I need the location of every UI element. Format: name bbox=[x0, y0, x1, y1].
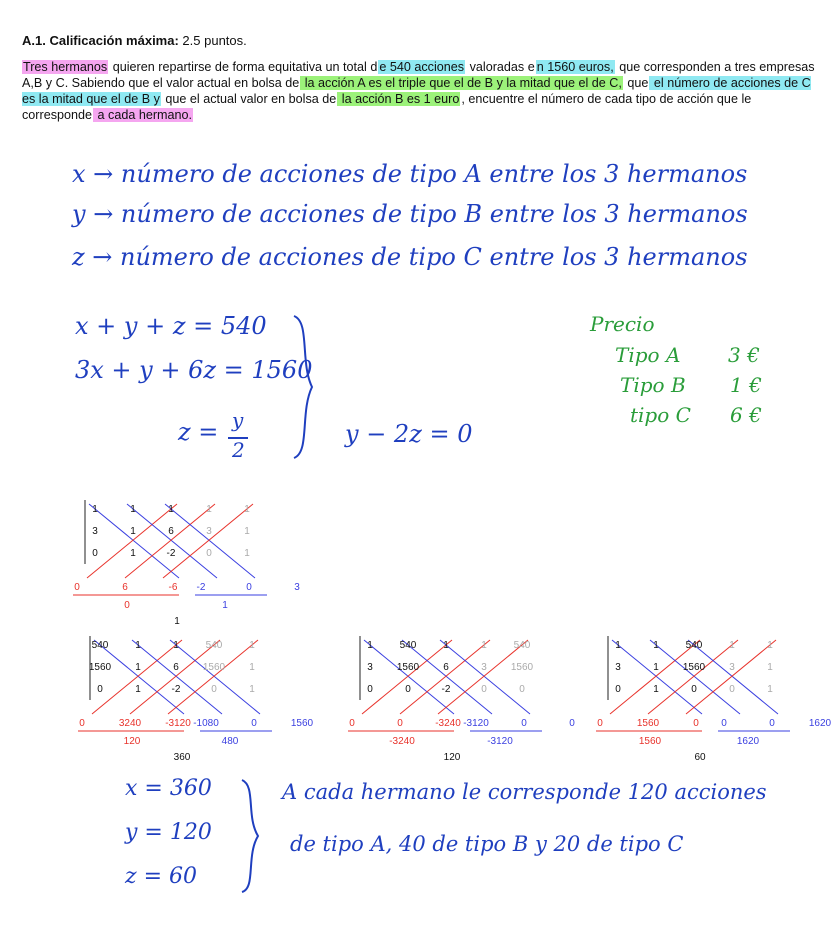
problem-statement bbox=[22, 33, 822, 123]
product-red: 0 bbox=[74, 582, 80, 593]
matrix-cell-repeat: 0 bbox=[481, 684, 487, 695]
determinant-result: 60 bbox=[694, 752, 706, 763]
sarrus-diagrams bbox=[0, 490, 839, 770]
product-red: 0 bbox=[79, 718, 85, 729]
product-blue: 1620 bbox=[808, 718, 832, 729]
matrix-cell: 1 bbox=[168, 504, 174, 515]
matrix-cell-repeat: 1 bbox=[729, 640, 735, 651]
price-value-b: 1 € bbox=[730, 373, 762, 397]
matrix-cell: 1 bbox=[130, 548, 136, 559]
sum-blue: -3120 bbox=[487, 736, 513, 747]
problem-label: A.1. bbox=[22, 33, 46, 48]
sarrus-diagonal-blue bbox=[127, 504, 217, 578]
sarrus-diagonal-red bbox=[168, 640, 258, 714]
problem-text-part: la acción A es el triple que el de B y la mitad que el de C, bbox=[301, 76, 622, 90]
matrix-cell: 1 bbox=[173, 640, 179, 651]
sarrus-diagonal-red bbox=[648, 640, 738, 714]
matrix-cell: 1 bbox=[443, 640, 449, 651]
price-title: Precio bbox=[590, 312, 655, 336]
matrix-cell: 1 bbox=[615, 640, 621, 651]
sarrus-diagonal-red bbox=[400, 640, 490, 714]
matrix-cell: 6 bbox=[173, 662, 179, 673]
matrix-cell-repeat: 540 bbox=[513, 640, 531, 651]
sarrus-diagonal-blue bbox=[440, 640, 530, 714]
equation-1: x + y + z = 540 bbox=[75, 312, 267, 340]
price-value-a: 3 € bbox=[728, 343, 760, 367]
product-blue: 0 bbox=[246, 582, 252, 593]
sarrus-diagonal-blue bbox=[91, 640, 184, 714]
problem-text-part: e 540 acciones bbox=[379, 60, 465, 74]
matrix-cell: -2 bbox=[171, 684, 181, 695]
sarrus-diagonal-red bbox=[362, 640, 452, 714]
sum-red: -3240 bbox=[389, 736, 415, 747]
product-red: 0 bbox=[693, 718, 699, 729]
matrix-cell-repeat: 3 bbox=[729, 662, 735, 673]
problem-points: 2.5 puntos. bbox=[182, 33, 247, 48]
matrix-cell: 6 bbox=[443, 662, 449, 673]
determinant-result: 360 bbox=[173, 752, 191, 763]
matrix-cell: 1 bbox=[135, 640, 141, 651]
matrix-cell-repeat: 3 bbox=[206, 526, 212, 537]
solution-z: z = 60 bbox=[125, 864, 198, 889]
definition-z: z → número de acciones de tipo C entre los 3 hermanos bbox=[72, 243, 748, 271]
price-value-c: 6 € bbox=[730, 403, 762, 427]
product-blue: -1080 bbox=[193, 718, 219, 729]
matrix-cell-repeat: 540 bbox=[205, 640, 223, 651]
matrix-cell-repeat: 1 bbox=[767, 640, 773, 651]
matrix-cell-repeat: 1 bbox=[244, 548, 250, 559]
sarrus-diagonal-blue bbox=[165, 504, 255, 578]
matrix-cell: 3 bbox=[615, 662, 621, 673]
matrix-cell: 540 bbox=[399, 640, 417, 651]
product-red: 0 bbox=[349, 718, 355, 729]
matrix-cell: 3 bbox=[367, 662, 373, 673]
solution-y: y = 120 bbox=[125, 820, 212, 845]
sum-blue: 480 bbox=[221, 736, 239, 747]
matrix-cell-repeat: 1560 bbox=[202, 662, 226, 673]
matrix-cell: 0 bbox=[615, 684, 621, 695]
equation-2: 3x + y + 6z = 1560 bbox=[75, 356, 313, 384]
product-blue: -3120 bbox=[463, 718, 489, 729]
product-red: -6 bbox=[168, 582, 178, 593]
problem-text-part: n 1560 euros, bbox=[536, 60, 614, 74]
problem-title bbox=[22, 33, 822, 49]
problem-text-part: Tres hermanos bbox=[23, 60, 108, 74]
matrix-cell-repeat: 0 bbox=[211, 684, 217, 695]
matrix-cell: 0 bbox=[97, 684, 103, 695]
matrix-cell: 1560 bbox=[682, 662, 706, 673]
product-blue: -2 bbox=[196, 582, 206, 593]
product-red: -3240 bbox=[435, 718, 461, 729]
matrix-cell-repeat: 1560 bbox=[510, 662, 534, 673]
matrix-cell: 3 bbox=[92, 526, 98, 537]
equation-3-denominator: 2 bbox=[232, 438, 245, 462]
product-red: 1560 bbox=[636, 718, 660, 729]
problem-text-part: el número de acciones de C es la mitad que el de B y bbox=[22, 76, 811, 106]
price-label-a: Tipo A bbox=[615, 343, 681, 367]
solution-line-2: de tipo A, 40 de tipo B y 20 de tipo C bbox=[290, 832, 684, 856]
sum-blue: 1 bbox=[222, 600, 228, 611]
product-red: 3240 bbox=[118, 718, 142, 729]
price-label-c: tipo C bbox=[630, 403, 691, 427]
sarrus-diagonal-red bbox=[130, 640, 220, 714]
product-red: 6 bbox=[122, 582, 128, 593]
problem-text-part: la acción B es 1 euro bbox=[338, 92, 460, 106]
problem-text bbox=[22, 59, 822, 123]
sarrus-diagonal-red bbox=[686, 640, 776, 714]
product-blue: 0 bbox=[769, 718, 775, 729]
equation-3-lhs: z = bbox=[178, 418, 219, 446]
matrix-cell: 0 bbox=[367, 684, 373, 695]
system-brace bbox=[290, 312, 320, 462]
solution-line-1: A cada hermano le corresponde 120 acciones bbox=[282, 780, 767, 804]
matrix-cell: 1 bbox=[135, 662, 141, 673]
matrix-cell: 1 bbox=[130, 526, 136, 537]
determinant-result: 1 bbox=[174, 616, 180, 627]
matrix-cell-repeat: 0 bbox=[729, 684, 735, 695]
sarrus-diagonal-red bbox=[87, 504, 177, 578]
definition-x: x → número de acciones de tipo A entre los 3 hermanos bbox=[72, 160, 748, 188]
sarrus-diagonal-blue bbox=[685, 640, 778, 714]
sarrus-diagonal-red bbox=[610, 640, 700, 714]
matrix-cell: 0 bbox=[691, 684, 697, 695]
matrix-cell-repeat: 1 bbox=[249, 662, 255, 673]
matrix-cell: 1 bbox=[653, 662, 659, 673]
sarrus-diagonal-blue bbox=[612, 640, 702, 714]
matrix-cell: 1 bbox=[653, 684, 659, 695]
equation-3-alt: y − 2z = 0 bbox=[345, 420, 473, 448]
problem-text-part: quieren repartirse de forma equitativa un total d bbox=[109, 60, 378, 74]
problem-heading: Calificación máxima: bbox=[49, 33, 179, 48]
solution-brace bbox=[238, 776, 266, 896]
matrix-cell: 1560 bbox=[88, 662, 112, 673]
sarrus-diagonal-blue bbox=[89, 504, 179, 578]
matrix-cell: 1 bbox=[367, 640, 373, 651]
matrix-cell-repeat: 1 bbox=[767, 684, 773, 695]
matrix-cell-repeat: 3 bbox=[481, 662, 487, 673]
matrix-cell-repeat: 0 bbox=[206, 548, 212, 559]
problem-text-part: que bbox=[623, 76, 649, 90]
product-blue: 0 bbox=[251, 718, 257, 729]
problem-text-part: valoradas e bbox=[466, 60, 535, 74]
sarrus-diagonal-blue bbox=[364, 640, 454, 714]
product-blue: 0 bbox=[721, 718, 727, 729]
matrix-cell: 540 bbox=[91, 640, 109, 651]
price-label-b: Tipo B bbox=[620, 373, 686, 397]
determinant-result: 120 bbox=[443, 752, 461, 763]
matrix-cell: 0 bbox=[92, 548, 98, 559]
sarrus-diagonal-blue bbox=[650, 640, 740, 714]
sarrus-diagonal-red bbox=[163, 504, 253, 578]
matrix-cell-repeat: 1 bbox=[244, 526, 250, 537]
matrix-cell: 1 bbox=[135, 684, 141, 695]
sarrus-diagonal-red bbox=[438, 640, 528, 714]
sarrus-diagonal-blue bbox=[399, 640, 492, 714]
matrix-cell: 0 bbox=[405, 684, 411, 695]
sarrus-diagonal-red bbox=[125, 504, 215, 578]
sarrus-diagonal-red bbox=[92, 640, 182, 714]
matrix-cell-repeat: 1 bbox=[767, 662, 773, 673]
matrix-cell-repeat: 0 bbox=[519, 684, 525, 695]
product-red: 0 bbox=[397, 718, 403, 729]
product-red: -3120 bbox=[165, 718, 191, 729]
definition-y: y → número de acciones de tipo B entre los 3 hermanos bbox=[72, 200, 748, 228]
product-blue: 0 bbox=[521, 718, 527, 729]
matrix-cell-repeat: 1 bbox=[481, 640, 487, 651]
sum-red: 120 bbox=[123, 736, 141, 747]
solution-x: x = 360 bbox=[125, 776, 212, 801]
sum-red: 0 bbox=[124, 600, 130, 611]
sarrus-diagonal-blue bbox=[132, 640, 222, 714]
matrix-cell: 1 bbox=[653, 640, 659, 651]
product-blue: 0 bbox=[569, 718, 575, 729]
matrix-cell-repeat: 1 bbox=[206, 504, 212, 515]
problem-text-part: a cada hermano. bbox=[94, 108, 193, 122]
matrix-cell-repeat: 1 bbox=[249, 640, 255, 651]
matrix-cell: 1 bbox=[130, 504, 136, 515]
sarrus-diagonal-blue bbox=[170, 640, 260, 714]
problem-text-part: que corresponden a tres empresas A,B y C. Sabiendo que el valor actual en bolsa de bbox=[22, 60, 815, 90]
matrix-cell: -2 bbox=[166, 548, 176, 559]
problem-text-part: , encuentre el número de cada tipo de acción que le corresponde bbox=[22, 92, 752, 122]
matrix-cell: 1560 bbox=[396, 662, 420, 673]
matrix-cell-repeat: 1 bbox=[249, 684, 255, 695]
product-blue: 1560 bbox=[290, 718, 314, 729]
matrix-cell: 6 bbox=[168, 526, 174, 537]
matrix-cell: 1 bbox=[92, 504, 98, 515]
matrix-cell: 540 bbox=[685, 640, 703, 651]
problem-text-part: que el actual valor en bolsa de bbox=[161, 92, 337, 106]
sum-red: 1560 bbox=[638, 736, 662, 747]
equation-3-numerator: y bbox=[232, 408, 244, 432]
product-red: 0 bbox=[597, 718, 603, 729]
matrix-cell: -2 bbox=[441, 684, 451, 695]
sum-blue: 1620 bbox=[736, 736, 760, 747]
matrix-cell-repeat: 1 bbox=[244, 504, 250, 515]
product-blue: 3 bbox=[294, 582, 300, 593]
